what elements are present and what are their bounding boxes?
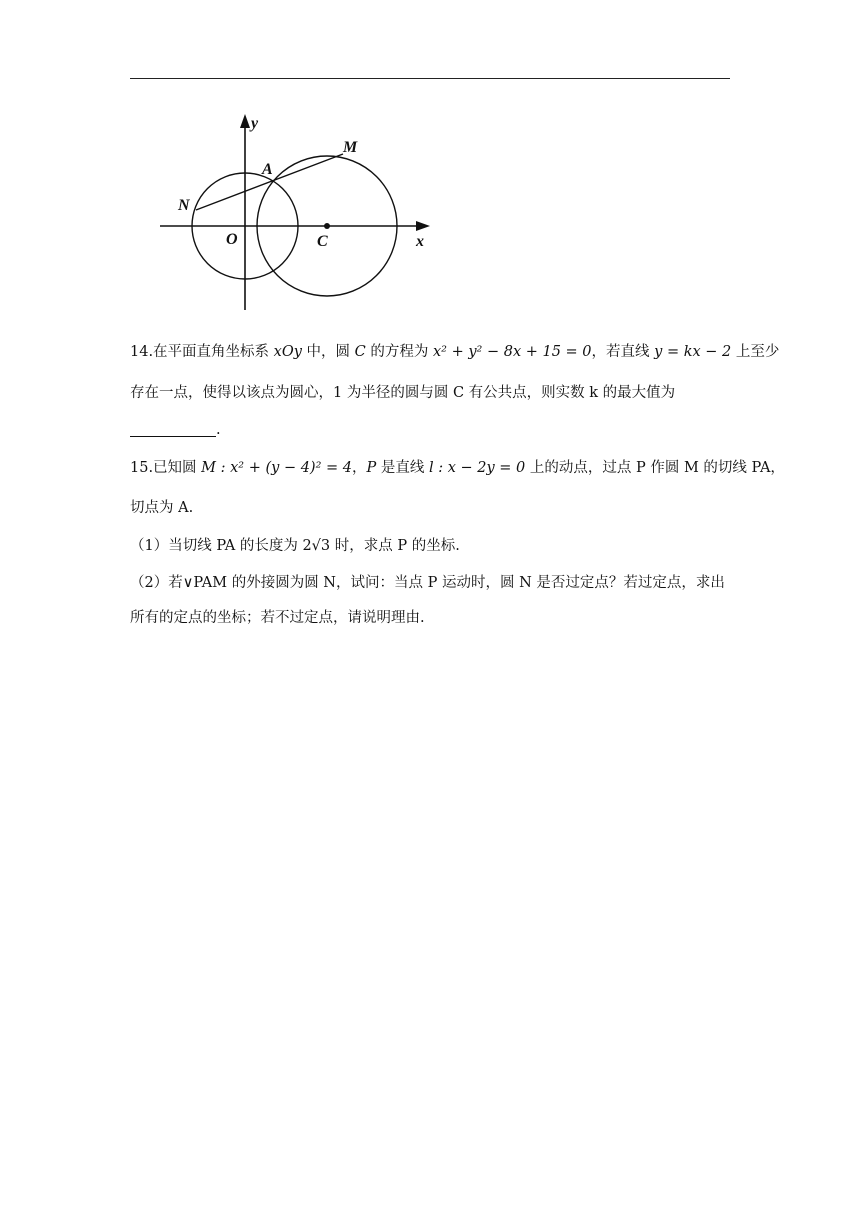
label-a: A: [262, 161, 273, 178]
q15-text-d: 上的动点，过点 P 作圆 M 的切线 PA，: [525, 460, 785, 476]
y-axis-arrow: [240, 114, 250, 128]
q14-text-line2: 存在一点，使得以该点为圆心，1 为半径的圆与圆 C 有公共点，则实数 k 的最大值为: [130, 385, 676, 401]
q15-part-1: [130, 535, 460, 557]
q14-circle-name: C: [354, 344, 366, 360]
q15-part-2-line-2: [130, 607, 425, 629]
q14-answer-blank[interactable]: [130, 422, 216, 437]
label-x: x: [416, 233, 424, 250]
q15-text-b: ，: [352, 460, 367, 476]
q15-text-a: 15.已知圆: [130, 460, 202, 476]
header-rule: [130, 78, 730, 79]
q14-period: .: [216, 422, 221, 438]
q15-circle-equation: M : x² + (y − 4)² = 4: [201, 460, 352, 476]
q15-point-p: P: [366, 460, 377, 476]
geometry-figure: [150, 110, 440, 320]
label-m: M: [343, 139, 358, 156]
q14-coord-system: xOy: [273, 344, 302, 360]
q14-text-d: ，若直线: [591, 344, 655, 360]
q14-line-3: [130, 419, 221, 441]
q15-line-l: l : x − 2y = 0: [428, 460, 526, 476]
q14-line-2: [130, 382, 675, 404]
label-y: y: [251, 115, 259, 132]
label-c: C: [317, 233, 328, 250]
q14-line-1: [130, 341, 779, 363]
q15-part1-text: （1）当切线 PA 的长度为 2√3 时，求点 P 的坐标.: [130, 538, 460, 554]
q15-line-2: [130, 497, 193, 519]
q15-line-1: [130, 457, 785, 479]
q14-line-equation: y = kx − 2: [654, 344, 732, 360]
q15-text-c: 是直线: [376, 460, 429, 476]
label-n: N: [178, 197, 190, 214]
label-o: O: [226, 231, 238, 248]
q14-text-b: 中，圆: [301, 344, 355, 360]
q14-text-a: 14.在平面直角坐标系: [130, 344, 274, 360]
q14-text-c: 的方程为: [365, 344, 433, 360]
x-axis-arrow: [416, 221, 430, 231]
q14-text-e: 上至少: [731, 344, 780, 360]
q15-text-line2: 切点为 A.: [130, 500, 194, 516]
q15-part-2-line-1: [130, 572, 725, 594]
q15-part2-text-a: （2）若∨PAM 的外接圆为圆 N，试问：当点 P 运动时，圆 N 是否过定点？若过定点，求出: [130, 575, 725, 591]
q14-circle-equation: x² + y² − 8x + 15 = 0: [432, 344, 592, 360]
center-c-dot: [324, 223, 330, 229]
q15-part2-text-b: 所有的定点的坐标；若不过定点，请说明理由.: [130, 610, 425, 626]
